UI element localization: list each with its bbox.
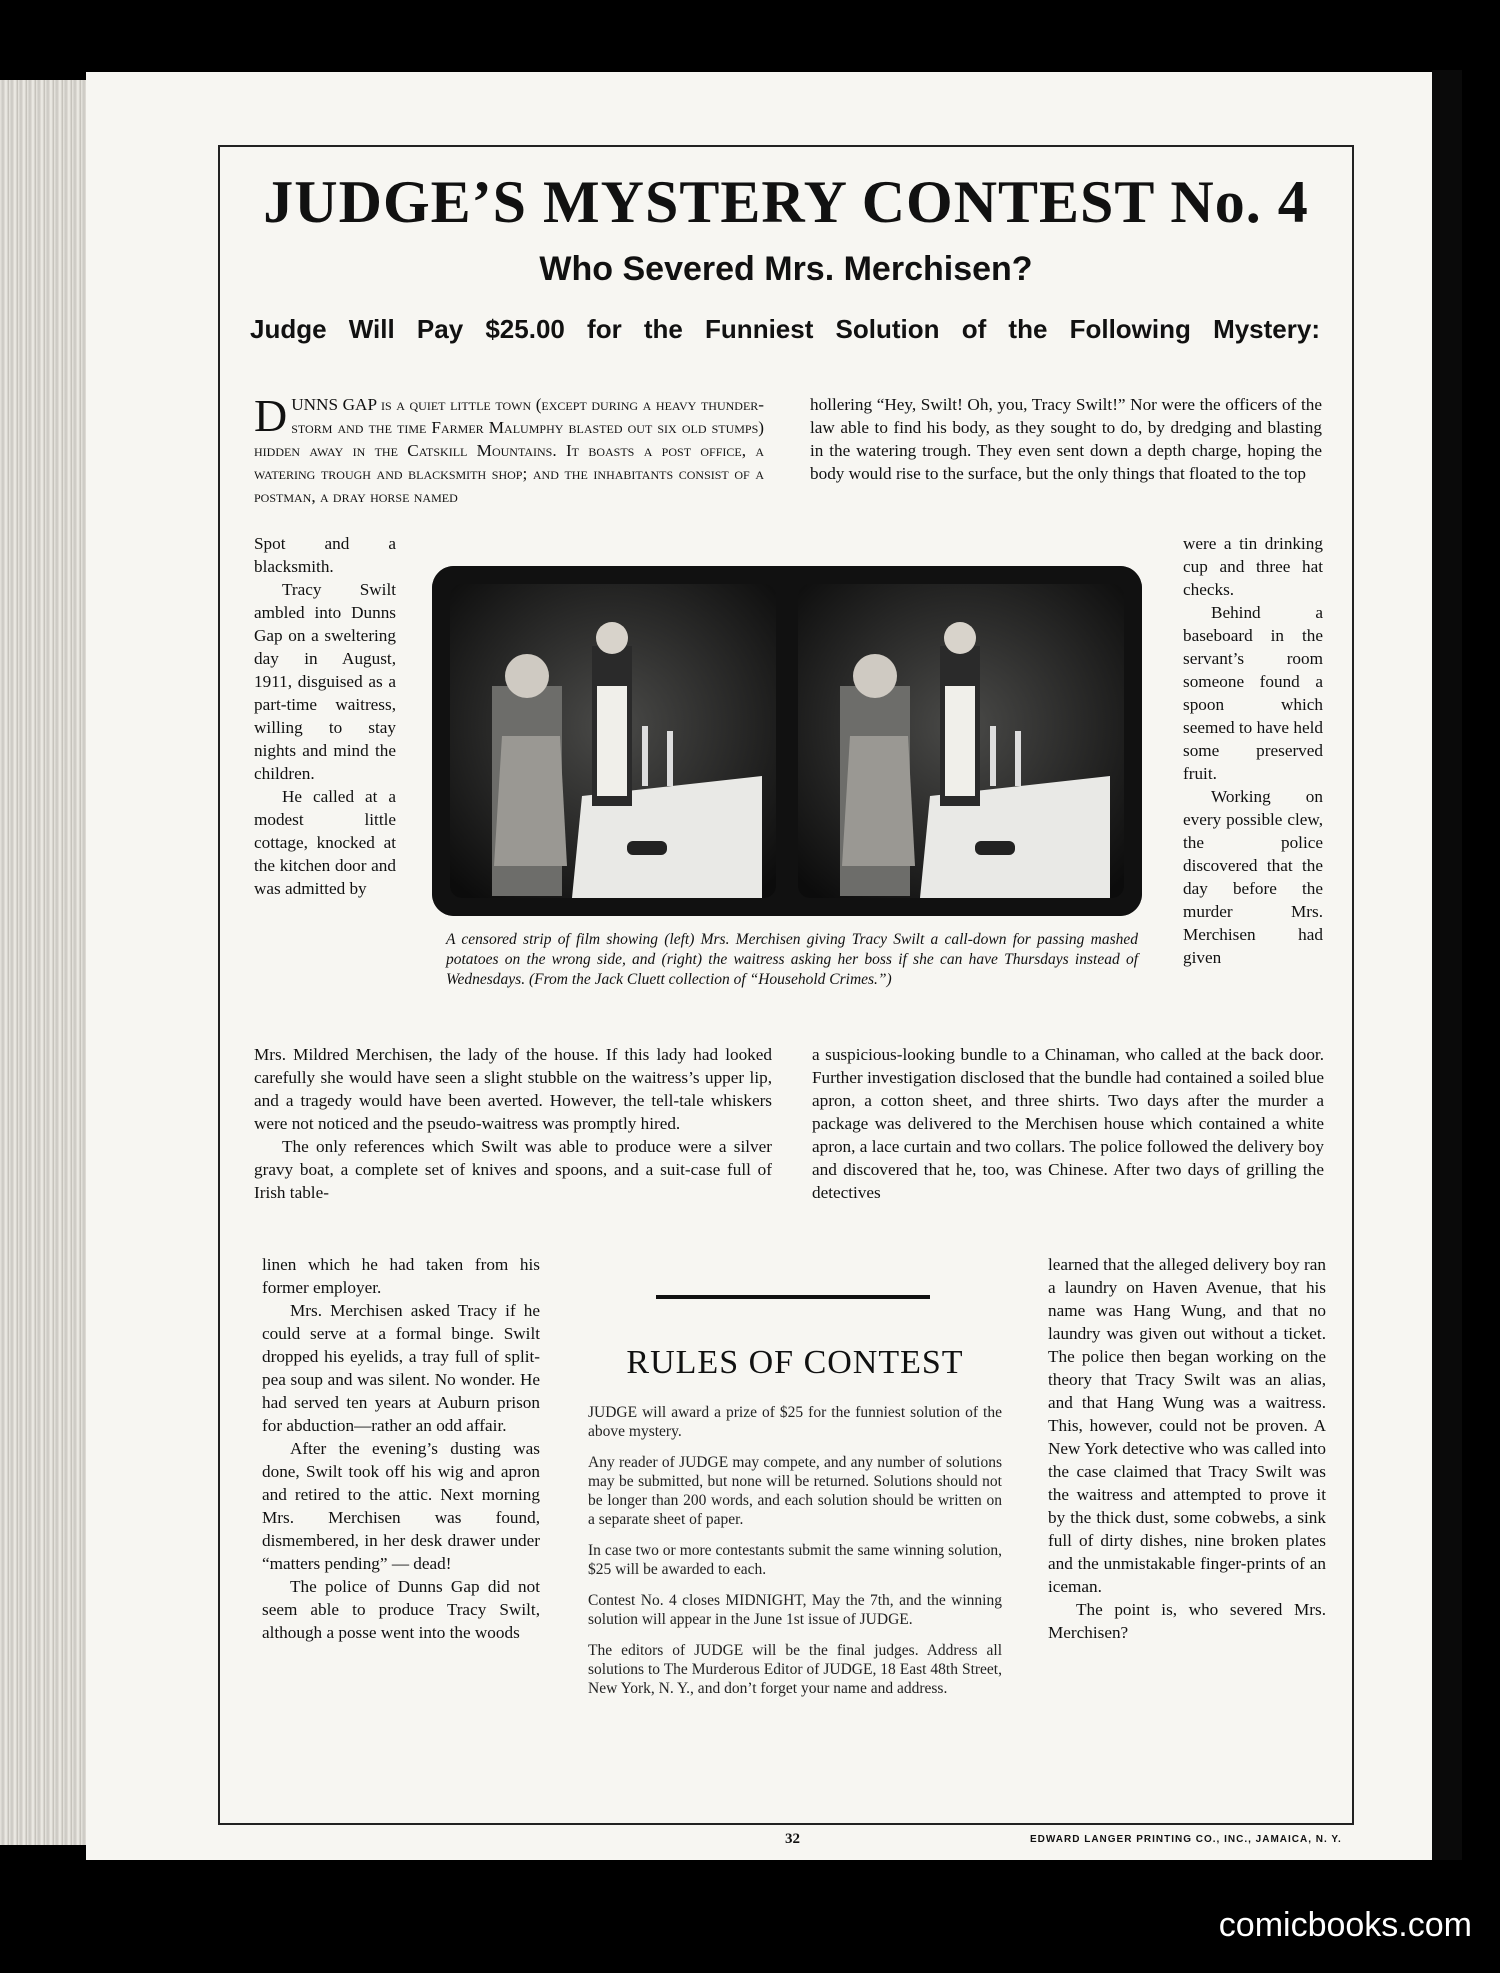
paragraph: The point is, who severed Mrs. Merchisen? (1048, 1600, 1326, 1642)
story-left-wide (254, 1043, 772, 1204)
site-watermark: comicbooks.com (1218, 1906, 1472, 1944)
rules-heading: RULES OF CONTEST (626, 1344, 964, 1381)
paragraph: The only references which Swilt was able to produce were a silver gravy boat, a complete set of knives and spoons, and a suit-case full of Irish table- (254, 1137, 772, 1202)
paragraph: Working on every possible clew, the police discovered that the day before the murder Mrs. Merchisen had given (1183, 787, 1323, 967)
book-page-edges (0, 80, 88, 1845)
paragraph: hollering “Hey, Swilt! Oh, you, Tracy Swilt!” Nor were the officers of the law able to find his body, as they sought to do, by dredging and blasting in the watering trough. They even sent down a depth charge, hoping the body would rise to the surface, but the only things that floated to the top (810, 395, 1322, 483)
page-title: JUDGE’S MYSTERY CONTEST No. 4 (263, 169, 1309, 235)
paragraph: Behind a baseboard in the servant’s room someone found a spoon which seemed to have held some preserved fruit. (1183, 603, 1323, 783)
story-intro (254, 390, 764, 508)
page-subtitle: Who Severed Mrs. Merchisen? (539, 250, 1033, 288)
story-left-bottom (262, 1253, 540, 1644)
printer-credit: EDWARD LANGER PRINTING CO., INC., JAMAICA, N. Y. (1030, 1834, 1342, 1845)
paragraph: Mrs. Mildred Merchisen, the lady of the house. If this lady had looked carefully she would have seen a slight stubble on the waitress’s upper lip, and a tragedy would have been averted. However, the tell-tale whiskers were not noticed and the pseudo-waitress was promptly hired. (254, 1045, 772, 1133)
story-right-wide (812, 1043, 1324, 1204)
paragraph: linen which he had taken from his former employer. (262, 1255, 540, 1297)
contest-subhead: Judge Will Pay $25.00 for the Funniest Solution of the Following Mystery: (250, 314, 1320, 344)
paragraph: a suspicious-looking bundle to a Chinaman, who called at the back door. Further investigation disclosed that the bundle had contained a soiled blue apron, a cotton sheet, and three shirts. Two days after the murder a package was delivered to the Merchisen house which contained a white apron, a lace curtain and two collars. The police followed the delivery boy and discovered that he, too, was Chinese. After two days of grilling the detectives (812, 1045, 1324, 1202)
paragraph: Tracy Swilt ambled into Dunns Gap on a sweltering day in August, 1911, disguised as a part-time waitress, willing to stay nights and mind the children. (254, 580, 396, 783)
story-right-top (810, 393, 1322, 485)
rules-paragraph: The editors of JUDGE will be the final judges. Address all solutions to The Murderous Editor of JUDGE, 18 East 48th Street, New York, N. Y., and don’t forget your name and address. (588, 1642, 1002, 1697)
paragraph: The police of Dunns Gap did not seem able to produce Tracy Swilt, although a posse went into the woods (262, 1577, 540, 1642)
book-gutter (1432, 70, 1462, 1860)
rules-paragraph: Any reader of JUDGE may compete, and any number of solutions may be submitted, but none will be returned. Solutions should not be longer than 200 words, and each solution should be written on a separate sheet of paper. (588, 1454, 1002, 1528)
section-divider (656, 1295, 930, 1299)
paragraph: After the evening’s dusting was done, Swilt took off his wig and apron and retired to the attic. Next morning Mrs. Merchisen was found, dismembered, in her desk drawer under “matters pending” — dead! (262, 1439, 540, 1573)
rules-paragraph: Contest No. 4 closes MIDNIGHT, May the 7th, and the winning solution will appear in the June 1st issue of JUDGE. (588, 1592, 1002, 1628)
story-right-narrow (1183, 532, 1323, 969)
film-strip-photo (432, 566, 1142, 916)
page-number: 32 (785, 1831, 800, 1847)
paragraph: learned that the alleged delivery boy ran a laundry on Haven Avenue, that his name was Hang Wung, and that no laundry was given out without a ticket. The police then began working on the theory that Tracy Swilt was an alias, and that Hang Wung was a waitress. This, however, could not be proven. A New York detective who was called into the case claimed that Tracy Swilt was the waitress and attempted to prove it by the thick dust, some cobwebs, a sink full of dirty dishes, nine broken plates and the unmistakable finger-prints of an iceman. (1048, 1255, 1326, 1596)
story-right-bottom (1048, 1253, 1326, 1644)
rules-paragraph: JUDGE will award a prize of $25 for the funniest solution of the above mystery. (588, 1404, 1002, 1440)
paragraph: were a tin drinking cup and three hat checks. (1183, 534, 1323, 599)
rules-paragraph: In case two or more contestants submit the same winning solution, $25 will be awarded to each. (588, 1542, 1002, 1578)
paragraph: Spot and a blacksmith. (254, 534, 396, 576)
drop-cap: D (254, 390, 288, 441)
rules-text (588, 1403, 1002, 1710)
story-left-narrow (254, 532, 396, 900)
photo-caption: A censored strip of film showing (left) Mrs. Merchisen giving Tracy Swilt a call-down for passing mashed potatoes on the wrong side, and (right) the waitress asking her boss if she can have Thursdays instead of Wednesdays. (From the Jack Cluett collection of “Household Crimes.”) (446, 931, 1138, 988)
story-intro-text: UNNS GAP is a quiet little town (except during a heavy thunder-storm and the time Farmer Malumphy blasted out six old stumps) hidden away in the Catskill Mountains. It boasts a post office, a watering trough and blacksmith shop; and the inhabitants consist of a postman, a dray horse named (254, 395, 764, 506)
paragraph: He called at a modest little cottage, knocked at the kitchen door and was admitted by (254, 787, 396, 898)
film-still-illustration (432, 566, 1142, 916)
paragraph: Mrs. Merchisen asked Tracy if he could serve at a formal binge. Swilt dropped his eyelids, a tray full of split-pea soup and was silent. No wonder. He had served ten years at Auburn prison for abduction—rather an odd affair. (262, 1301, 540, 1435)
